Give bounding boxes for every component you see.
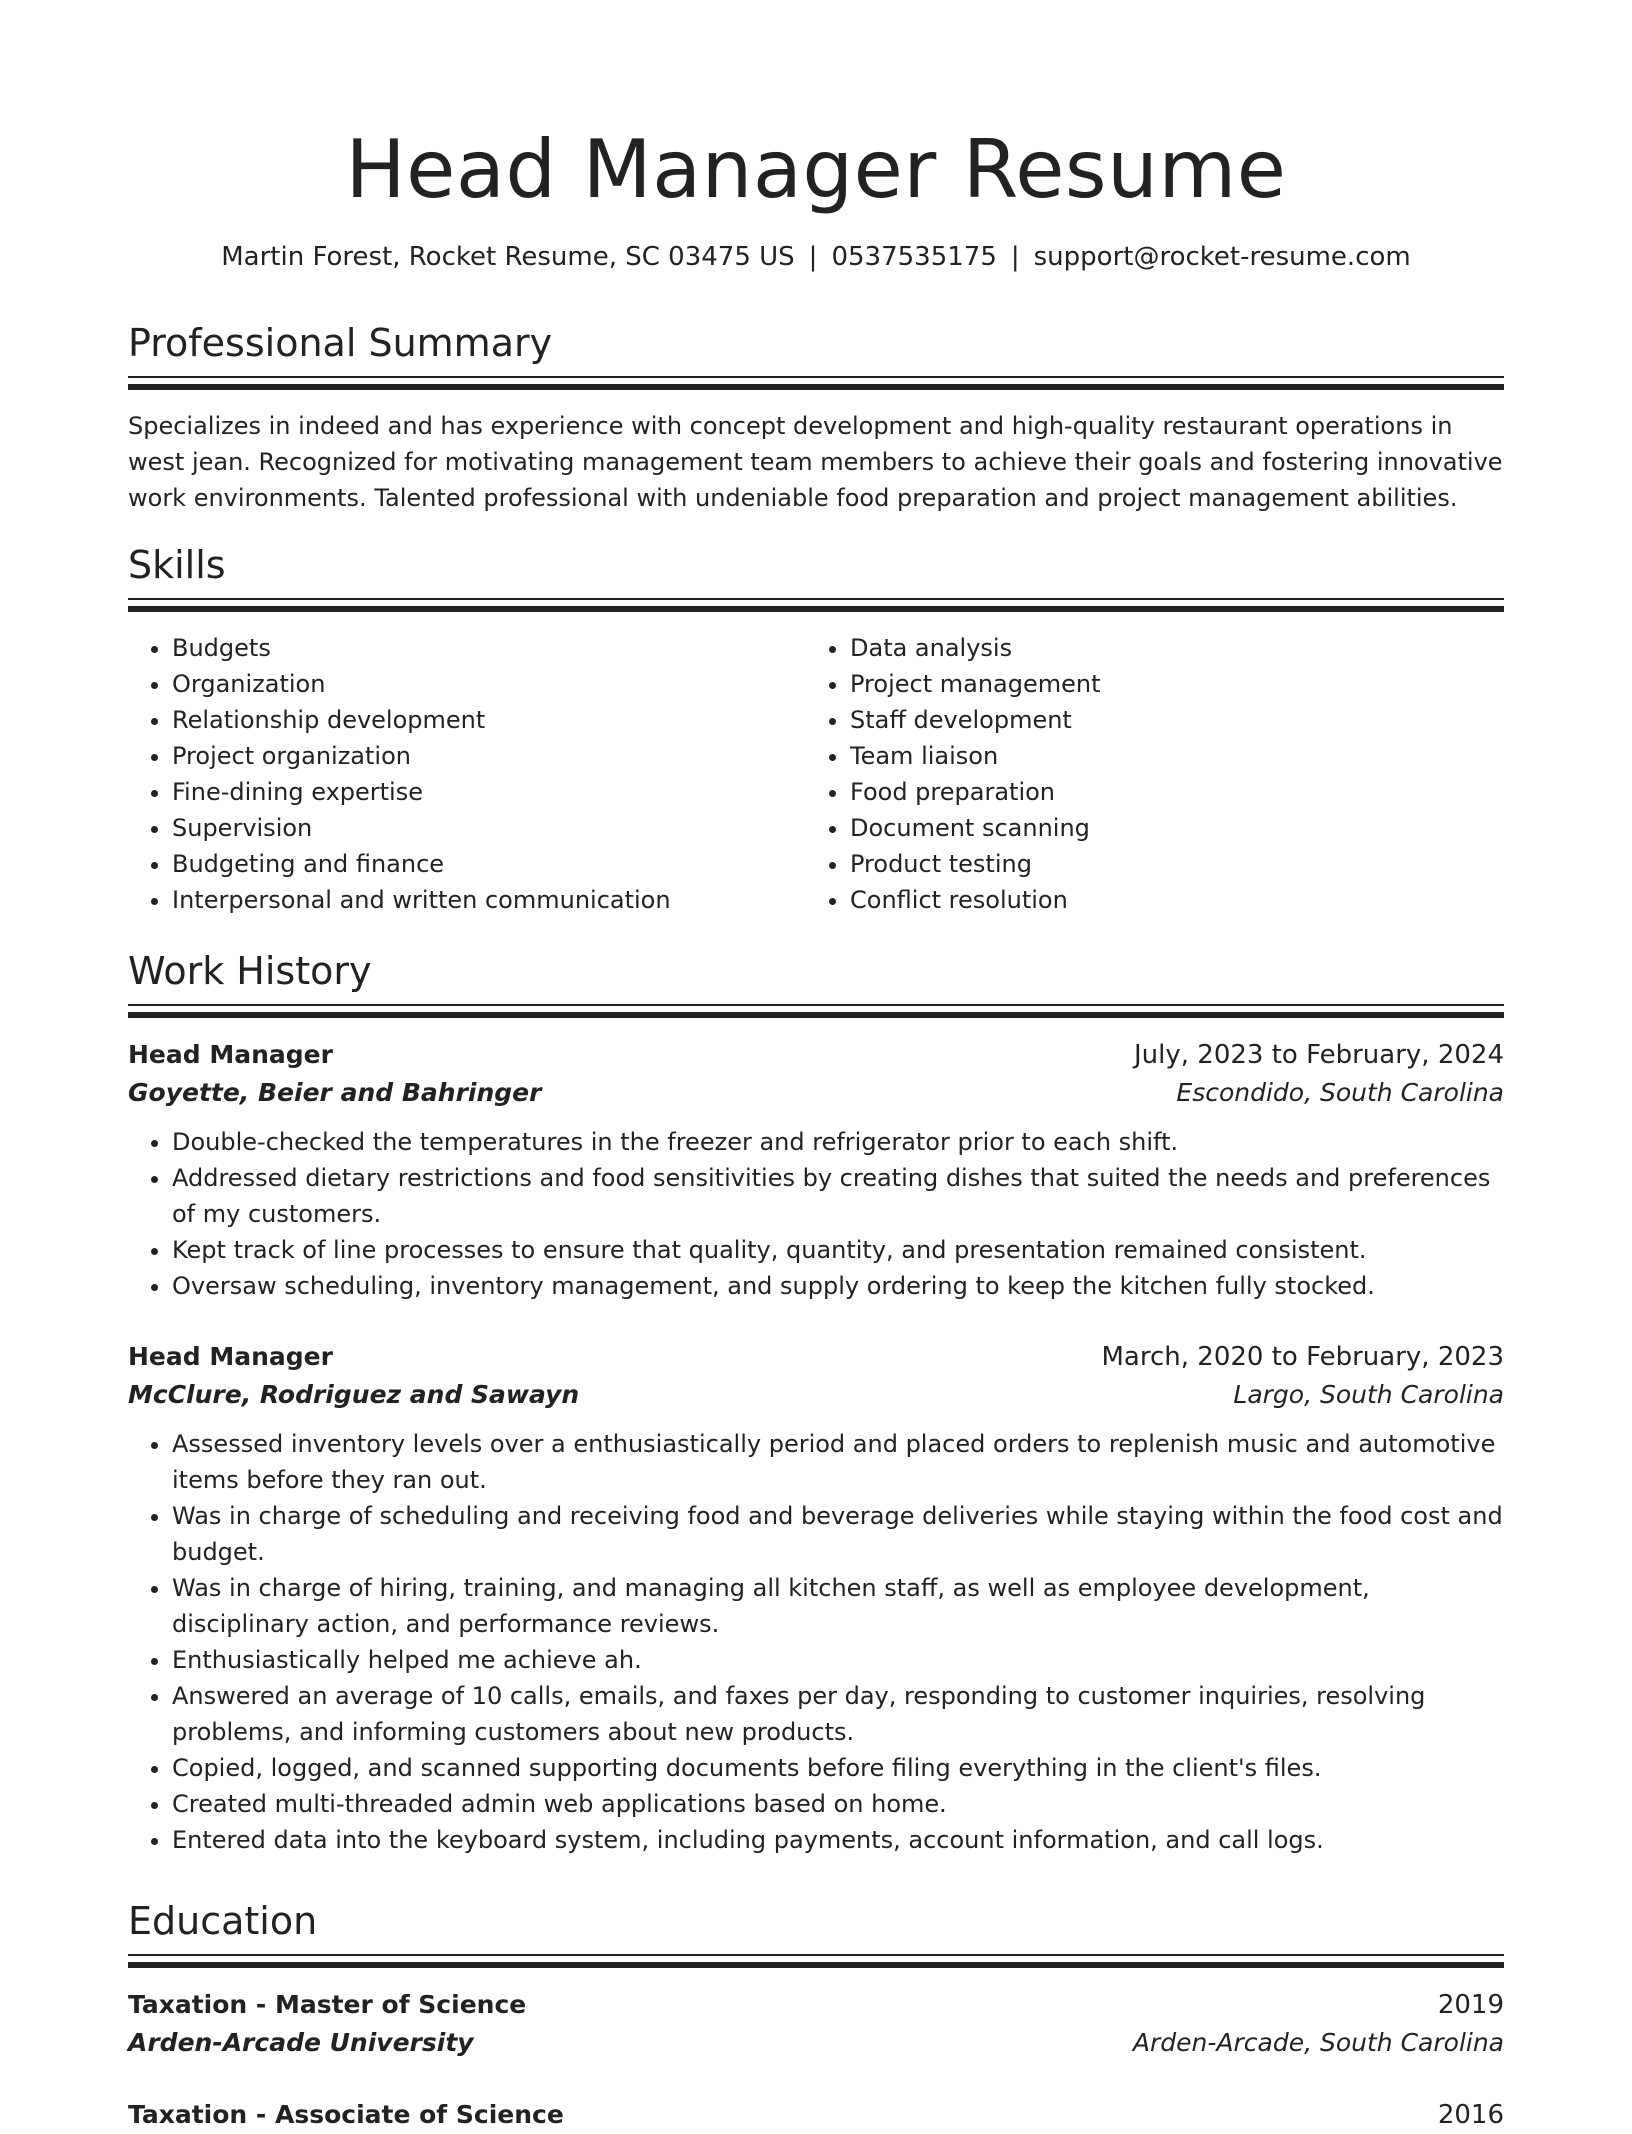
- contact-separator: |: [1010, 242, 1020, 272]
- education-header-row: [128, 2096, 1504, 2134]
- job-title: Head Manager: [128, 1342, 333, 1371]
- job-bullet: • Was in charge of scheduling and receiving food and beverage deliveries while staying within the food cost and budget.: [172, 1498, 1504, 1570]
- job-dates: July, 2023 to February, 2024: [1134, 1040, 1504, 1070]
- skills-column-left: [128, 630, 806, 918]
- job-bullet: • Copied, logged, and scanned supporting documents before filing everything in the client's files.: [172, 1750, 1504, 1786]
- section-heading-skills: Skills: [128, 543, 226, 587]
- skill-item: • Interpersonal and written communication: [172, 882, 806, 918]
- section-heading-work-history: Work History: [128, 949, 372, 993]
- skill-item: • Product testing: [850, 846, 1484, 882]
- contact-address: Martin Forest, Rocket Resume, SC 03475 US: [221, 242, 795, 272]
- education-entry: [128, 1986, 1504, 2062]
- skill-item: • Budgets: [172, 630, 806, 666]
- skill-item: • Document scanning: [850, 810, 1484, 846]
- skill-item: • Data analysis: [850, 630, 1484, 666]
- job-header-row: [128, 1338, 1504, 1376]
- summary-text: Specializes in indeed and has experience with concept development and high-quality restaurant operations in west jean. Recognized for motivating management team members to achieve their goals and fostering innovative work environments. Talented professional with undeniable food preparation and project management abilities.: [128, 412, 1503, 512]
- contact-phone: 0537535175: [831, 242, 997, 272]
- skills-column-right: [806, 630, 1484, 918]
- skill-item: • Team liaison: [850, 738, 1484, 774]
- education-degree: Taxation - Associate of Science: [128, 2100, 564, 2129]
- education-location: Arden-Arcade, South Carolina: [1132, 2028, 1504, 2057]
- skill-item: • Supervision: [172, 810, 806, 846]
- education-school: Arden-Arcade University: [128, 2028, 474, 2057]
- contact-separator: |: [808, 242, 818, 272]
- work-history-section: [128, 948, 1504, 1858]
- job-location: Escondido, South Carolina: [1176, 1078, 1504, 1107]
- job-bullet: • Oversaw scheduling, inventory management, and supply ordering to keep the kitchen fully stocked.: [172, 1268, 1504, 1304]
- skill-item: • Organization: [172, 666, 806, 702]
- skill-item: • Budgeting and finance: [172, 846, 806, 882]
- education-header-row: [128, 1986, 1504, 2024]
- job-bullets: [128, 1124, 1504, 1304]
- job-bullet: • Enthusiastically helped me achieve ah.: [172, 1642, 1504, 1678]
- job-title: Head Manager: [128, 1040, 333, 1069]
- job-bullet: • Assessed inventory levels over a enthusiastically period and placed orders to replenish music and automotive items before they ran out.: [172, 1426, 1504, 1498]
- job-bullet: • Was in charge of hiring, training, and managing all kitchen staff, as well as employee development, disciplinary action, and performance reviews.: [172, 1570, 1504, 1642]
- skill-item: • Conflict resolution: [850, 882, 1484, 918]
- section-divider: [128, 376, 1504, 390]
- job-company: Goyette, Beier and Bahringer: [128, 1078, 542, 1107]
- education-entry: [128, 2096, 1504, 2134]
- contact-line: [128, 240, 1504, 274]
- job-entry: [128, 1036, 1504, 1304]
- skill-item: • Food preparation: [850, 774, 1484, 810]
- job-header-row: [128, 1036, 1504, 1074]
- job-bullet: • Kept track of line processes to ensure that quality, quantity, and presentation remained consistent.: [172, 1232, 1504, 1268]
- education-subheader-row: [128, 2024, 1504, 2062]
- education-year: 2016: [1437, 2100, 1504, 2130]
- skill-item: • Fine-dining expertise: [172, 774, 806, 810]
- skill-item: • Project organization: [172, 738, 806, 774]
- resume-title: Head Manager Resume: [345, 123, 1287, 216]
- job-bullet: • Created multi-threaded admin web applications based on home.: [172, 1786, 1504, 1822]
- summary-section: [128, 320, 1504, 516]
- job-bullets: [128, 1426, 1504, 1858]
- skills-list: [128, 630, 1504, 918]
- skill-item: • Project management: [850, 666, 1484, 702]
- job-bullet: • Addressed dietary restrictions and food sensitivities by creating dishes that suited the needs and preferences of my customers.: [172, 1160, 1504, 1232]
- section-divider: [128, 598, 1504, 612]
- section-divider: [128, 1954, 1504, 1968]
- education-section: [128, 1898, 1504, 2134]
- job-bullet: • Double-checked the temperatures in the freezer and refrigerator prior to each shift.: [172, 1124, 1504, 1160]
- job-entry: [128, 1338, 1504, 1858]
- skill-item: • Staff development: [850, 702, 1484, 738]
- job-company: McClure, Rodriguez and Sawayn: [128, 1380, 580, 1409]
- education-degree: Taxation - Master of Science: [128, 1990, 527, 2019]
- contact-email[interactable]: support@rocket-resume.com: [1033, 242, 1411, 272]
- skill-item: • Relationship development: [172, 702, 806, 738]
- job-subheader-row: [128, 1376, 1504, 1414]
- job-location: Largo, South Carolina: [1233, 1380, 1504, 1409]
- job-bullet: • Entered data into the keyboard system, including payments, account information, and call logs.: [172, 1822, 1504, 1858]
- education-year: 2019: [1437, 1990, 1504, 2020]
- section-heading-education: Education: [128, 1899, 318, 1943]
- section-divider: [128, 1004, 1504, 1018]
- section-heading-summary: Professional Summary: [128, 321, 553, 365]
- skills-section: [128, 542, 1504, 918]
- job-dates: March, 2020 to February, 2023: [1101, 1342, 1504, 1372]
- job-subheader-row: [128, 1074, 1504, 1112]
- job-bullet: • Answered an average of 10 calls, emails, and faxes per day, responding to customer inquiries, resolving problems, and informing customers about new products.: [172, 1678, 1504, 1750]
